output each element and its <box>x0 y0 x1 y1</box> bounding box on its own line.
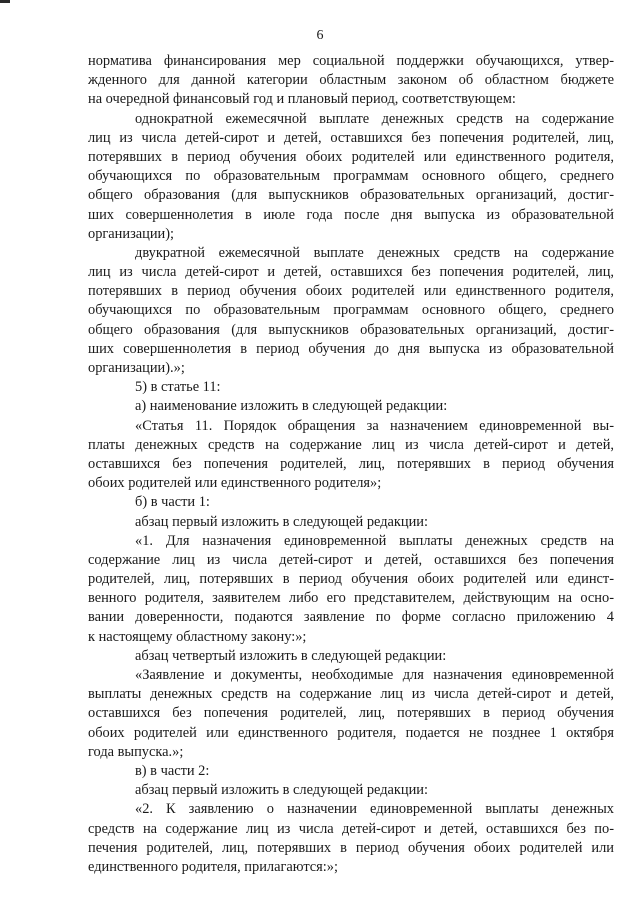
scan-corner-mark <box>0 0 10 3</box>
text-line: абзац четвертый изложить в следующей редакции: <box>135 647 447 664</box>
text-line: «Заявление и документы, необходимые для назначения единовременной <box>135 667 614 683</box>
text-line: двукратной ежемесячной выплате денежных средств на содержание <box>135 244 614 261</box>
text-line: «2. К заявлению о назначении единовременной выплаты денежных <box>135 801 614 818</box>
paragraph <box>88 532 614 647</box>
paragraph <box>88 397 614 416</box>
text-line: обоих родителей или единственного родителя, подается не позднее 1 октября <box>88 724 614 741</box>
paragraph <box>88 110 614 244</box>
text-line: потерявших в период обучения обоих родителей или единственного родителя, <box>88 148 614 165</box>
text-line: на очередной финансовый год и плановый период, соответствующем: <box>88 91 516 108</box>
text-line: содержание лиц из числа детей-сирот и детей, оставшихся без попечения <box>88 551 614 568</box>
paragraph <box>88 417 614 494</box>
text-line: выплаты денежных средств на содержание лиц из числа детей-сирот и детей, <box>88 686 614 703</box>
text-line: абзац первый изложить в следующей редакции: <box>135 782 429 799</box>
text-line: организации).»; <box>88 360 185 376</box>
text-line: 5) в статье 11: <box>135 379 221 396</box>
text-line: платы денежных средств на содержание лиц из числа детей-сирот и детей, <box>88 436 614 453</box>
paragraph <box>88 513 614 532</box>
text-line: единственного родителя, прилагаются:»; <box>88 858 338 875</box>
text-line: абзац первый изложить в следующей редакции: <box>135 513 429 530</box>
text-line: печения родителей, лиц, потерявших в период обучения обоих родителей или <box>88 839 614 856</box>
text-line: оставшихся без попечения родителей, лиц, потерявших в период обучения <box>88 705 614 722</box>
text-line: ших совершеннолетия в период обучения до дня выпуска из образовательной <box>88 340 614 357</box>
paragraph <box>88 378 614 397</box>
page-number: 6 <box>316 28 324 43</box>
paragraph <box>88 52 614 110</box>
text-line: родителей, лиц, потерявших в период обучения обоих родителей или единст- <box>88 571 614 588</box>
text-line: ших совершеннолетия в июле года после дня выпуска из образовательной <box>88 206 614 223</box>
text-line: а) наименование изложить в следующей редакции: <box>135 398 448 415</box>
text-line: в) в части 2: <box>135 762 210 779</box>
paragraph <box>88 647 614 666</box>
text-line: «1. Для назначения единовременной выплаты денежных средств на <box>135 532 614 549</box>
text-line: обоих родителей или единственного родителя»; <box>88 475 382 492</box>
text-line: однократной ежемесячной выплате денежных средств на содержание <box>135 110 614 127</box>
text-line: организации); <box>88 225 175 242</box>
text-line: года выпуска.»; <box>88 743 184 760</box>
paragraph <box>88 244 614 378</box>
text-line: вании доверенности, подаются заявление по форме согласно приложению 4 <box>88 609 614 626</box>
text-line: к настоящему областному закону:»; <box>88 628 307 645</box>
text-line: норматива финансирования мер социальной поддержки обучающихся, утвер- <box>88 53 614 69</box>
paragraph <box>88 800 614 877</box>
text-line: лиц из числа детей-сирот и детей, оставшихся без попечения родителей, лиц, <box>88 264 614 281</box>
text-line: потерявших в период обучения обоих родителей или единственного родителя, <box>88 283 614 300</box>
text-line: б) в части 1: <box>135 494 210 511</box>
text-line: общего образования (для выпускников образовательных организаций, достиг- <box>88 321 614 338</box>
text-line: обучающихся по образовательным программам основного общего, среднего <box>88 302 614 319</box>
paragraph <box>88 781 614 800</box>
text-line: «Статья 11. Порядок обращения за назначением единовременной вы- <box>135 417 614 434</box>
paragraph <box>88 493 614 512</box>
text-line: средств на содержание лиц из числа детей-сирот и детей, оставшихся без по- <box>88 820 614 837</box>
paragraph <box>88 666 614 762</box>
text-line: лиц из числа детей-сирот и детей, оставшихся без попечения родителей, лиц, <box>88 129 614 146</box>
paragraph <box>88 762 614 781</box>
text-line: венного родителя, заявителем либо его представителем, действующим на осно- <box>88 590 614 607</box>
text-line: жденного для данной категории областным законом об областном бюджете <box>88 72 614 89</box>
text-line: обучающихся по образовательным программам основного общего, среднего <box>88 168 614 185</box>
text-line: общего образования (для выпускников образовательных организаций, достиг- <box>88 187 614 204</box>
text-line: оставшихся без попечения родителей, лиц, потерявших в период обучения <box>88 455 614 472</box>
document-body <box>88 52 614 877</box>
